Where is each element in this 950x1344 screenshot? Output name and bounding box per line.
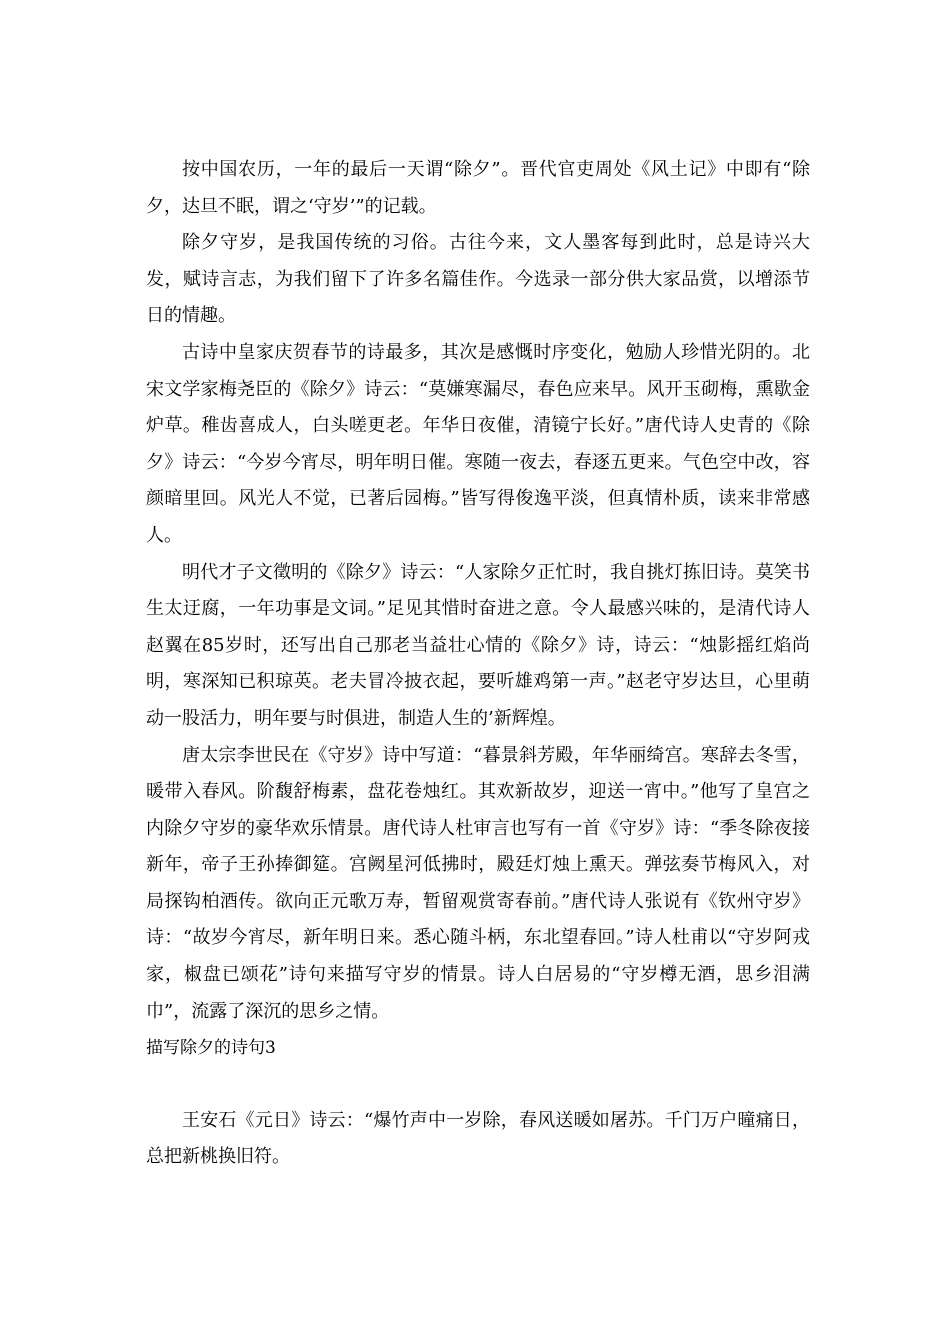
paragraph-chuxi-origin: 按中国农历，一年的最后一天谓“除夕”。晋代官吏周处《风土记》中即有“除夕，达旦不眠，谓之‘守岁’”的记载。 [146,159,810,217]
paragraph-shousui-custom: 除夕守岁，是我国传统的习俗。古往今来，文人墨客每到此时，总是诗兴大发，赋诗言志，为我们留下了许多名篇佳作。今选录一部分供大家品赏，以增添节日的情趣。 [146,232,810,327]
blank-line [146,1067,810,1103]
paragraph-imperial-poems: 古诗中皇家庆贺春节的诗最多，其次是感慨时序变化，勉励人珍惜光阴的。北宋文学家梅尧臣的《除夕》诗云：“莫嫌寒漏尽，春色应来早。风开玉砌梅，熏歇金炉草。稚齿喜成人，白头嗟更老。年华日夜催，清镜宁长好。”唐代诗人史青的《除夕》诗云：“今岁今宵尽，明年明日催。寒随一夜去，春逐五更来。气色空中改，容颜暗里回。风光人不觉，已著后园梅。”皆写得俊逸平淡，但真情朴质，读来非常感人。 [146,341,810,546]
section-heading: 描写除夕的诗句3 [146,1038,276,1059]
paragraph-tang-poems: 唐太宗李世民在《守岁》诗中写道：“暮景斜芳殿，年华丽绮宫。寒辞去冬雪，暖带入春风。阶馥舒梅素，盘花卷烛红。其欢新故岁，迎送一宵中。”他写了皇宫之内除夕守岁的豪华欢乐情景。唐代诗人杜审言也写有一首《守岁》诗：“季冬除夜接新年，帝子王孙捧御筵。宫阙星河低拂时，殿廷灯烛上熏天。弹弦奏节梅风入，对局探钩柏酒传。欲向正元歌万寿，暂留观赏寄春前。”唐代诗人张说有《钦州守岁》诗：“故岁今宵尽，新年明日来。悉心随斗柄，东北望春回。”诗人杜甫以“守岁阿戎家，椒盘已颂花”诗句来描写守岁的情景。诗人白居易的“守岁樽无酒，思乡泪满巾”，流露了深沉的思乡之情。 [146,744,810,1022]
paragraph-ming-qing-poems: 明代才子文徵明的《除夕》诗云：“人家除夕正忙时，我自挑灯拣旧诗。莫笑书生太迂腐，一年功事是文词。”足见其惜时奋进之意。令人最感兴味的，是清代诗人赵翼在85岁时，还写出自己那老当益壮心情的《除夕》诗，诗云：“烛影摇红焰尚明，寒深知已积琼英。老夫冒冷披衣起，要听雄鸡第一声。”赵老守岁达旦，心里萌动一股活力，明年要与时俱进，制造人生的’新辉煌。 [146,561,810,729]
document-body [146,152,810,1176]
paragraph-wang-anshi: 王安石《元日》诗云：“爆竹声中一岁除，春风送暖如屠苏。千门万户曈痛日，总把新桃换旧符。 [146,1109,810,1168]
